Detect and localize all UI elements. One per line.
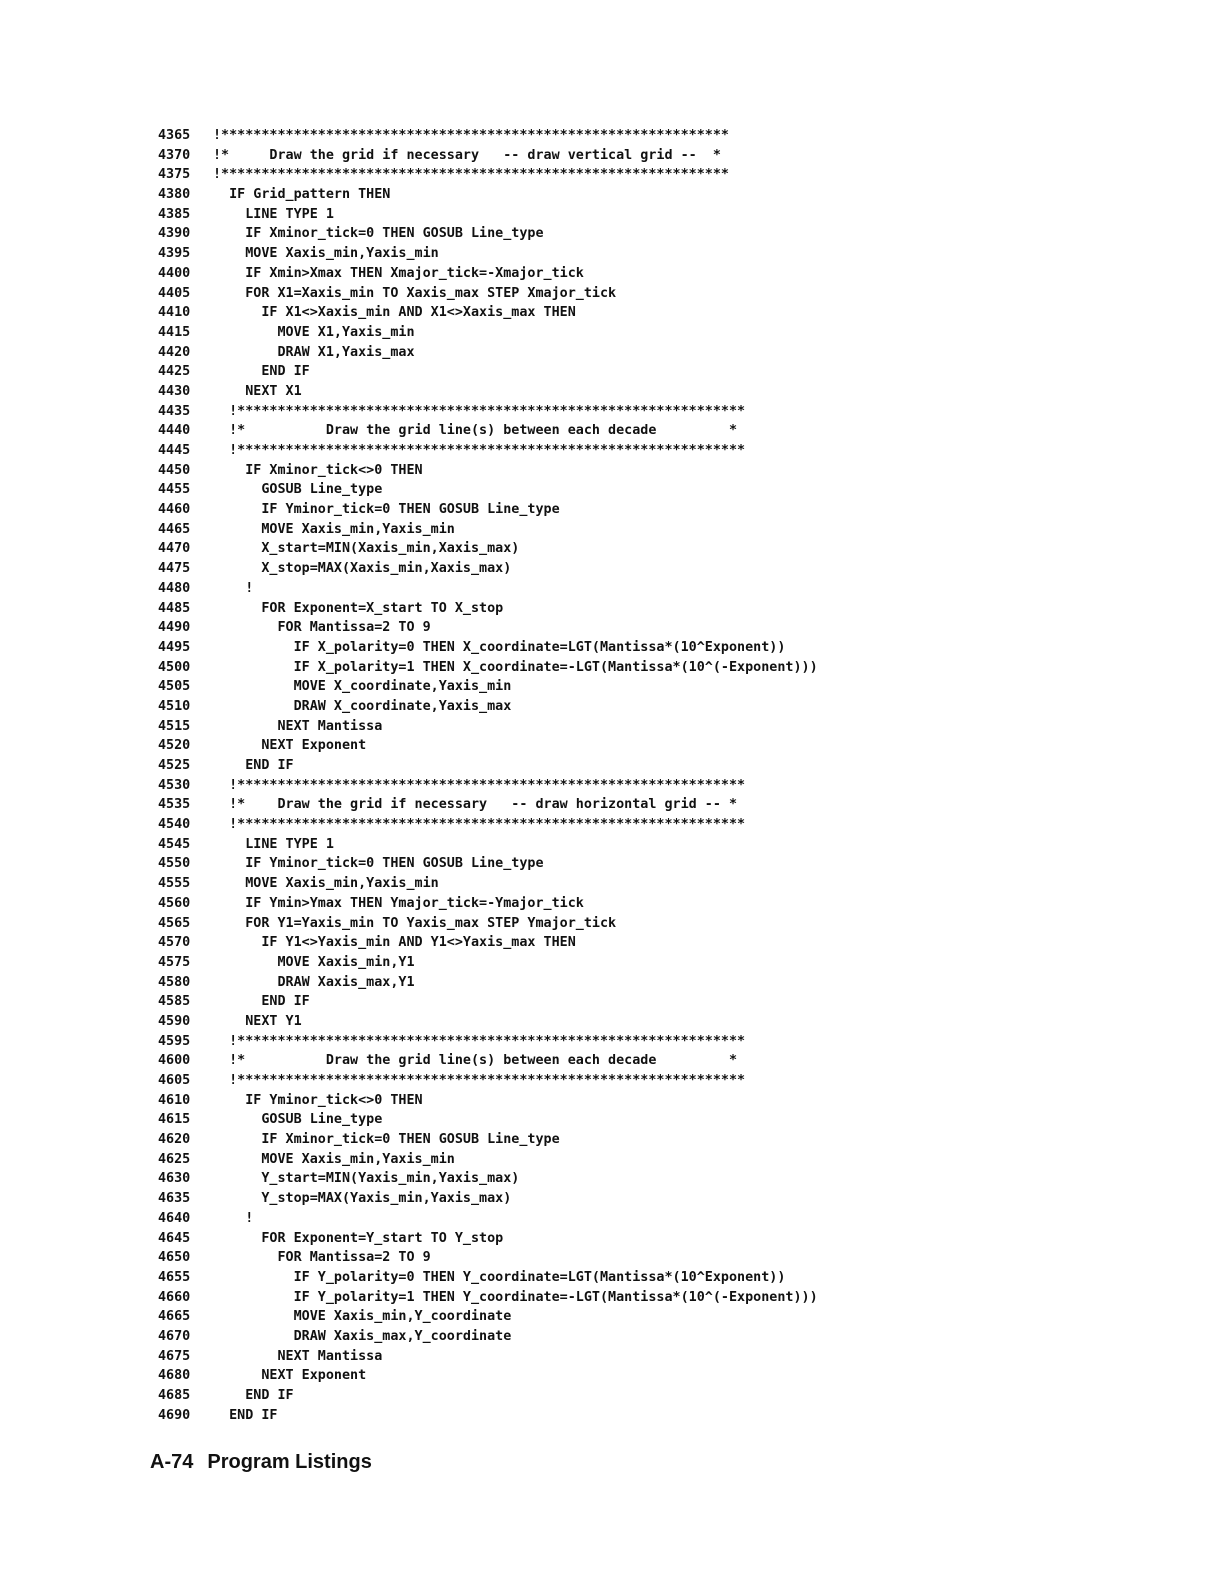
line-number: 4505 xyxy=(158,679,191,695)
line-number: 4555 xyxy=(158,876,191,892)
line-code: FOR Mantissa=2 TO 9 xyxy=(213,1250,431,1266)
code-line xyxy=(158,1012,1158,1032)
line-number: 4445 xyxy=(158,443,191,458)
line-code: DRAW X_coordinate,Yaxis_max xyxy=(213,698,512,714)
line-code: X_stop=MAX(Xaxis_min,Xaxis_max) xyxy=(213,561,512,577)
code-line xyxy=(158,697,1158,717)
line-code: FOR X1=Xaxis_min TO Xaxis_max STEP Xmajor_tick xyxy=(213,285,617,301)
line-code: DRAW X1,Yaxis_max xyxy=(213,344,415,360)
code-line xyxy=(158,1071,1158,1091)
line-code: END IF xyxy=(213,758,294,773)
line-number: 4680 xyxy=(158,1368,191,1384)
code-line xyxy=(158,1032,1158,1052)
code-line xyxy=(158,874,1158,894)
code-line xyxy=(158,658,1158,678)
code-line xyxy=(158,953,1158,973)
line-code: FOR Exponent=X_start TO X_stop xyxy=(213,600,504,616)
line-number: 4420 xyxy=(158,344,191,360)
line-code: Y_start=MIN(Yaxis_min,Yaxis_max) xyxy=(213,1171,520,1187)
line-code: MOVE Xaxis_min,Yaxis_min xyxy=(213,246,439,262)
line-code: IF Xminor_tick=0 THEN GOSUB Line_type xyxy=(213,226,544,242)
line-code: MOVE X_coordinate,Yaxis_min xyxy=(213,679,512,695)
code-line xyxy=(158,421,1158,441)
code-line xyxy=(158,205,1158,225)
line-code: !*************************************************************** xyxy=(213,167,729,183)
line-number: 4400 xyxy=(158,265,191,281)
line-number: 4645 xyxy=(158,1230,191,1246)
line-code: NEXT Exponent xyxy=(213,738,367,754)
line-code: X_start=MIN(Xaxis_min,Xaxis_max) xyxy=(213,541,520,557)
line-number: 4690 xyxy=(158,1407,191,1423)
code-line xyxy=(158,1169,1158,1189)
code-line xyxy=(158,1110,1158,1130)
code-line xyxy=(158,1189,1158,1209)
line-code: IF Y_polarity=1 THEN Y_coordinate=-LGT(Mantissa*(10^(-Exponent))) xyxy=(213,1289,818,1305)
line-number: 4480 xyxy=(158,580,191,596)
line-number: 4530 xyxy=(158,777,191,793)
line-number: 4465 xyxy=(158,521,191,537)
line-code: FOR Y1=Yaxis_min TO Yaxis_max STEP Ymajor_tick xyxy=(213,915,617,931)
line-number: 4440 xyxy=(158,423,191,439)
line-number: 4410 xyxy=(158,305,191,321)
code-line xyxy=(158,461,1158,481)
line-code: IF Y1<>Yaxis_min AND Y1<>Yaxis_max THEN xyxy=(213,935,576,951)
line-number: 4405 xyxy=(158,285,191,301)
code-line xyxy=(158,441,1158,461)
line-number: 4535 xyxy=(158,797,191,813)
code-line xyxy=(158,480,1158,500)
line-number: 4580 xyxy=(158,974,191,990)
line-number: 4560 xyxy=(158,895,191,911)
code-line xyxy=(158,1347,1158,1367)
line-number: 4685 xyxy=(158,1388,191,1403)
code-line xyxy=(158,1386,1158,1406)
line-code: GOSUB Line_type xyxy=(213,1112,383,1128)
line-code: IF X_polarity=0 THEN X_coordinate=LGT(Mantissa*(10^Exponent)) xyxy=(213,639,786,655)
line-number: 4435 xyxy=(158,403,191,419)
line-number: 4415 xyxy=(158,324,191,340)
code-line xyxy=(158,1130,1158,1150)
line-code: !*************************************************************** xyxy=(213,1033,746,1049)
line-number: 4520 xyxy=(158,738,191,754)
line-code: NEXT Y1 xyxy=(213,1013,302,1029)
line-code: MOVE Xaxis_min,Y1 xyxy=(213,954,415,970)
line-number: 4525 xyxy=(158,758,191,773)
line-code: GOSUB Line_type xyxy=(213,482,383,498)
line-number: 4455 xyxy=(158,482,191,498)
code-line xyxy=(158,284,1158,304)
line-number: 4475 xyxy=(158,561,191,577)
line-number: 4665 xyxy=(158,1309,191,1325)
page-footer xyxy=(150,1451,372,1474)
code-line xyxy=(158,1366,1158,1386)
code-line xyxy=(158,835,1158,855)
line-number: 4570 xyxy=(158,935,191,951)
line-number: 4470 xyxy=(158,541,191,557)
line-number: 4600 xyxy=(158,1053,191,1069)
line-number: 4490 xyxy=(158,620,191,636)
line-number: 4385 xyxy=(158,206,191,222)
line-number: 4635 xyxy=(158,1191,191,1207)
line-number: 4515 xyxy=(158,718,191,734)
line-number: 4365 xyxy=(158,128,191,143)
line-code: MOVE Xaxis_min,Yaxis_min xyxy=(213,1151,455,1167)
line-number: 4650 xyxy=(158,1250,191,1266)
line-number: 4380 xyxy=(158,187,191,203)
section-title: Program Listings xyxy=(207,1451,372,1473)
line-number: 4395 xyxy=(158,246,191,262)
line-code: DRAW Xaxis_max,Y_coordinate xyxy=(213,1328,512,1344)
line-code: NEXT Exponent xyxy=(213,1368,367,1384)
code-line xyxy=(158,264,1158,284)
line-number: 4510 xyxy=(158,698,191,714)
code-line xyxy=(158,146,1158,166)
line-number: 4670 xyxy=(158,1328,191,1344)
line-number: 4640 xyxy=(158,1210,191,1226)
code-line xyxy=(158,776,1158,796)
line-code: !*************************************************************** xyxy=(213,777,746,793)
line-number: 4545 xyxy=(158,836,191,852)
code-line xyxy=(158,343,1158,363)
code-line xyxy=(158,1248,1158,1268)
code-line xyxy=(158,185,1158,205)
code-line xyxy=(158,1209,1158,1229)
code-line xyxy=(158,1150,1158,1170)
line-number: 4370 xyxy=(158,147,191,163)
code-line xyxy=(158,1406,1158,1426)
line-code: MOVE Xaxis_min,Yaxis_min xyxy=(213,876,439,892)
code-line xyxy=(158,224,1158,244)
code-line xyxy=(158,520,1158,540)
line-code: IF Xminor_tick<>0 THEN xyxy=(213,462,423,478)
line-code: Y_stop=MAX(Yaxis_min,Yaxis_max) xyxy=(213,1191,512,1207)
line-code: MOVE Xaxis_min,Yaxis_min xyxy=(213,521,455,537)
line-code: !*************************************************************** xyxy=(213,128,729,143)
line-code: !* Draw the grid if necessary -- draw vertical grid -- * xyxy=(213,147,721,163)
line-number: 4375 xyxy=(158,167,191,183)
line-number: 4430 xyxy=(158,383,191,399)
line-code: LINE TYPE 1 xyxy=(213,836,334,852)
line-code: FOR Exponent=Y_start TO Y_stop xyxy=(213,1230,504,1246)
line-code: IF Xminor_tick=0 THEN GOSUB Line_type xyxy=(213,1132,560,1148)
line-code: ! xyxy=(213,1210,254,1226)
line-number: 4540 xyxy=(158,817,191,833)
line-code: IF X1<>Xaxis_min AND X1<>Xaxis_max THEN xyxy=(213,305,576,321)
line-number: 4425 xyxy=(158,364,191,380)
line-number: 4485 xyxy=(158,600,191,616)
code-line xyxy=(158,362,1158,382)
line-code: END IF xyxy=(213,364,310,380)
line-code: MOVE X1,Yaxis_min xyxy=(213,324,415,340)
line-code: END IF xyxy=(213,1407,278,1423)
code-line xyxy=(158,323,1158,343)
line-number: 4590 xyxy=(158,1013,191,1029)
code-line xyxy=(158,894,1158,914)
line-number: 4675 xyxy=(158,1348,191,1364)
code-line xyxy=(158,126,1158,146)
line-code: IF Yminor_tick=0 THEN GOSUB Line_type xyxy=(213,502,560,518)
line-code: NEXT X1 xyxy=(213,383,302,399)
line-code: !* Draw the grid if necessary -- draw horizontal grid -- * xyxy=(213,797,738,813)
line-number: 4495 xyxy=(158,639,191,655)
code-line xyxy=(158,638,1158,658)
line-number: 4500 xyxy=(158,659,191,675)
code-line xyxy=(158,1327,1158,1347)
code-line xyxy=(158,559,1158,579)
line-code: IF Ymin>Ymax THEN Ymajor_tick=-Ymajor_tick xyxy=(213,895,584,911)
line-number: 4655 xyxy=(158,1269,191,1285)
line-code: IF X_polarity=1 THEN X_coordinate=-LGT(Mantissa*(10^(-Exponent))) xyxy=(213,659,818,675)
line-code: !*************************************************************** xyxy=(213,403,746,419)
line-number: 4595 xyxy=(158,1033,191,1049)
code-line xyxy=(158,500,1158,520)
line-code: MOVE Xaxis_min,Y_coordinate xyxy=(213,1309,512,1325)
code-line xyxy=(158,756,1158,776)
line-code: IF Yminor_tick<>0 THEN xyxy=(213,1092,423,1108)
line-code: !* Draw the grid line(s) between each decade * xyxy=(213,1053,738,1069)
line-number: 4585 xyxy=(158,994,191,1010)
line-code: END IF xyxy=(213,994,310,1010)
code-line xyxy=(158,1268,1158,1288)
line-code: !*************************************************************** xyxy=(213,443,746,458)
code-line xyxy=(158,618,1158,638)
line-code: END IF xyxy=(213,1388,294,1403)
code-line xyxy=(158,165,1158,185)
code-line xyxy=(158,539,1158,559)
line-code: NEXT Mantissa xyxy=(213,718,383,734)
code-line xyxy=(158,382,1158,402)
line-code: IF Yminor_tick=0 THEN GOSUB Line_type xyxy=(213,856,544,872)
line-number: 4565 xyxy=(158,915,191,931)
line-number: 4550 xyxy=(158,856,191,872)
code-line xyxy=(158,795,1158,815)
line-number: 4390 xyxy=(158,226,191,242)
code-line xyxy=(158,402,1158,422)
line-code: !* Draw the grid line(s) between each decade * xyxy=(213,423,738,439)
code-line xyxy=(158,815,1158,835)
line-number: 4615 xyxy=(158,1112,191,1128)
code-line xyxy=(158,579,1158,599)
code-line xyxy=(158,933,1158,953)
code-line xyxy=(158,1307,1158,1327)
line-number: 4460 xyxy=(158,502,191,518)
line-code: IF Grid_pattern THEN xyxy=(213,187,391,203)
code-line xyxy=(158,244,1158,264)
line-number: 4610 xyxy=(158,1092,191,1108)
code-line xyxy=(158,677,1158,697)
line-code: LINE TYPE 1 xyxy=(213,206,334,222)
code-line xyxy=(158,599,1158,619)
line-code: !*************************************************************** xyxy=(213,1073,746,1088)
line-number: 4605 xyxy=(158,1073,191,1088)
code-line xyxy=(158,1288,1158,1308)
code-line xyxy=(158,303,1158,323)
line-number: 4575 xyxy=(158,954,191,970)
code-line xyxy=(158,973,1158,993)
line-number: 4660 xyxy=(158,1289,191,1305)
code-line xyxy=(158,1091,1158,1111)
line-code: FOR Mantissa=2 TO 9 xyxy=(213,620,431,636)
code-line xyxy=(158,717,1158,737)
line-number: 4630 xyxy=(158,1171,191,1187)
code-line xyxy=(158,914,1158,934)
line-code: !*************************************************************** xyxy=(213,817,746,833)
code-line xyxy=(158,1229,1158,1249)
line-code: IF Y_polarity=0 THEN Y_coordinate=LGT(Mantissa*(10^Exponent)) xyxy=(213,1269,786,1285)
code-listing xyxy=(158,126,1158,1425)
line-number: 4620 xyxy=(158,1132,191,1148)
page-number: A-74 xyxy=(150,1451,194,1473)
line-code: NEXT Mantissa xyxy=(213,1348,383,1364)
line-code: DRAW Xaxis_max,Y1 xyxy=(213,974,415,990)
code-line xyxy=(158,1051,1158,1071)
code-line xyxy=(158,992,1158,1012)
code-line xyxy=(158,736,1158,756)
code-line xyxy=(158,854,1158,874)
line-number: 4625 xyxy=(158,1151,191,1167)
line-code: ! xyxy=(213,580,254,596)
line-number: 4450 xyxy=(158,462,191,478)
line-code: IF Xmin>Xmax THEN Xmajor_tick=-Xmajor_tick xyxy=(213,265,584,281)
